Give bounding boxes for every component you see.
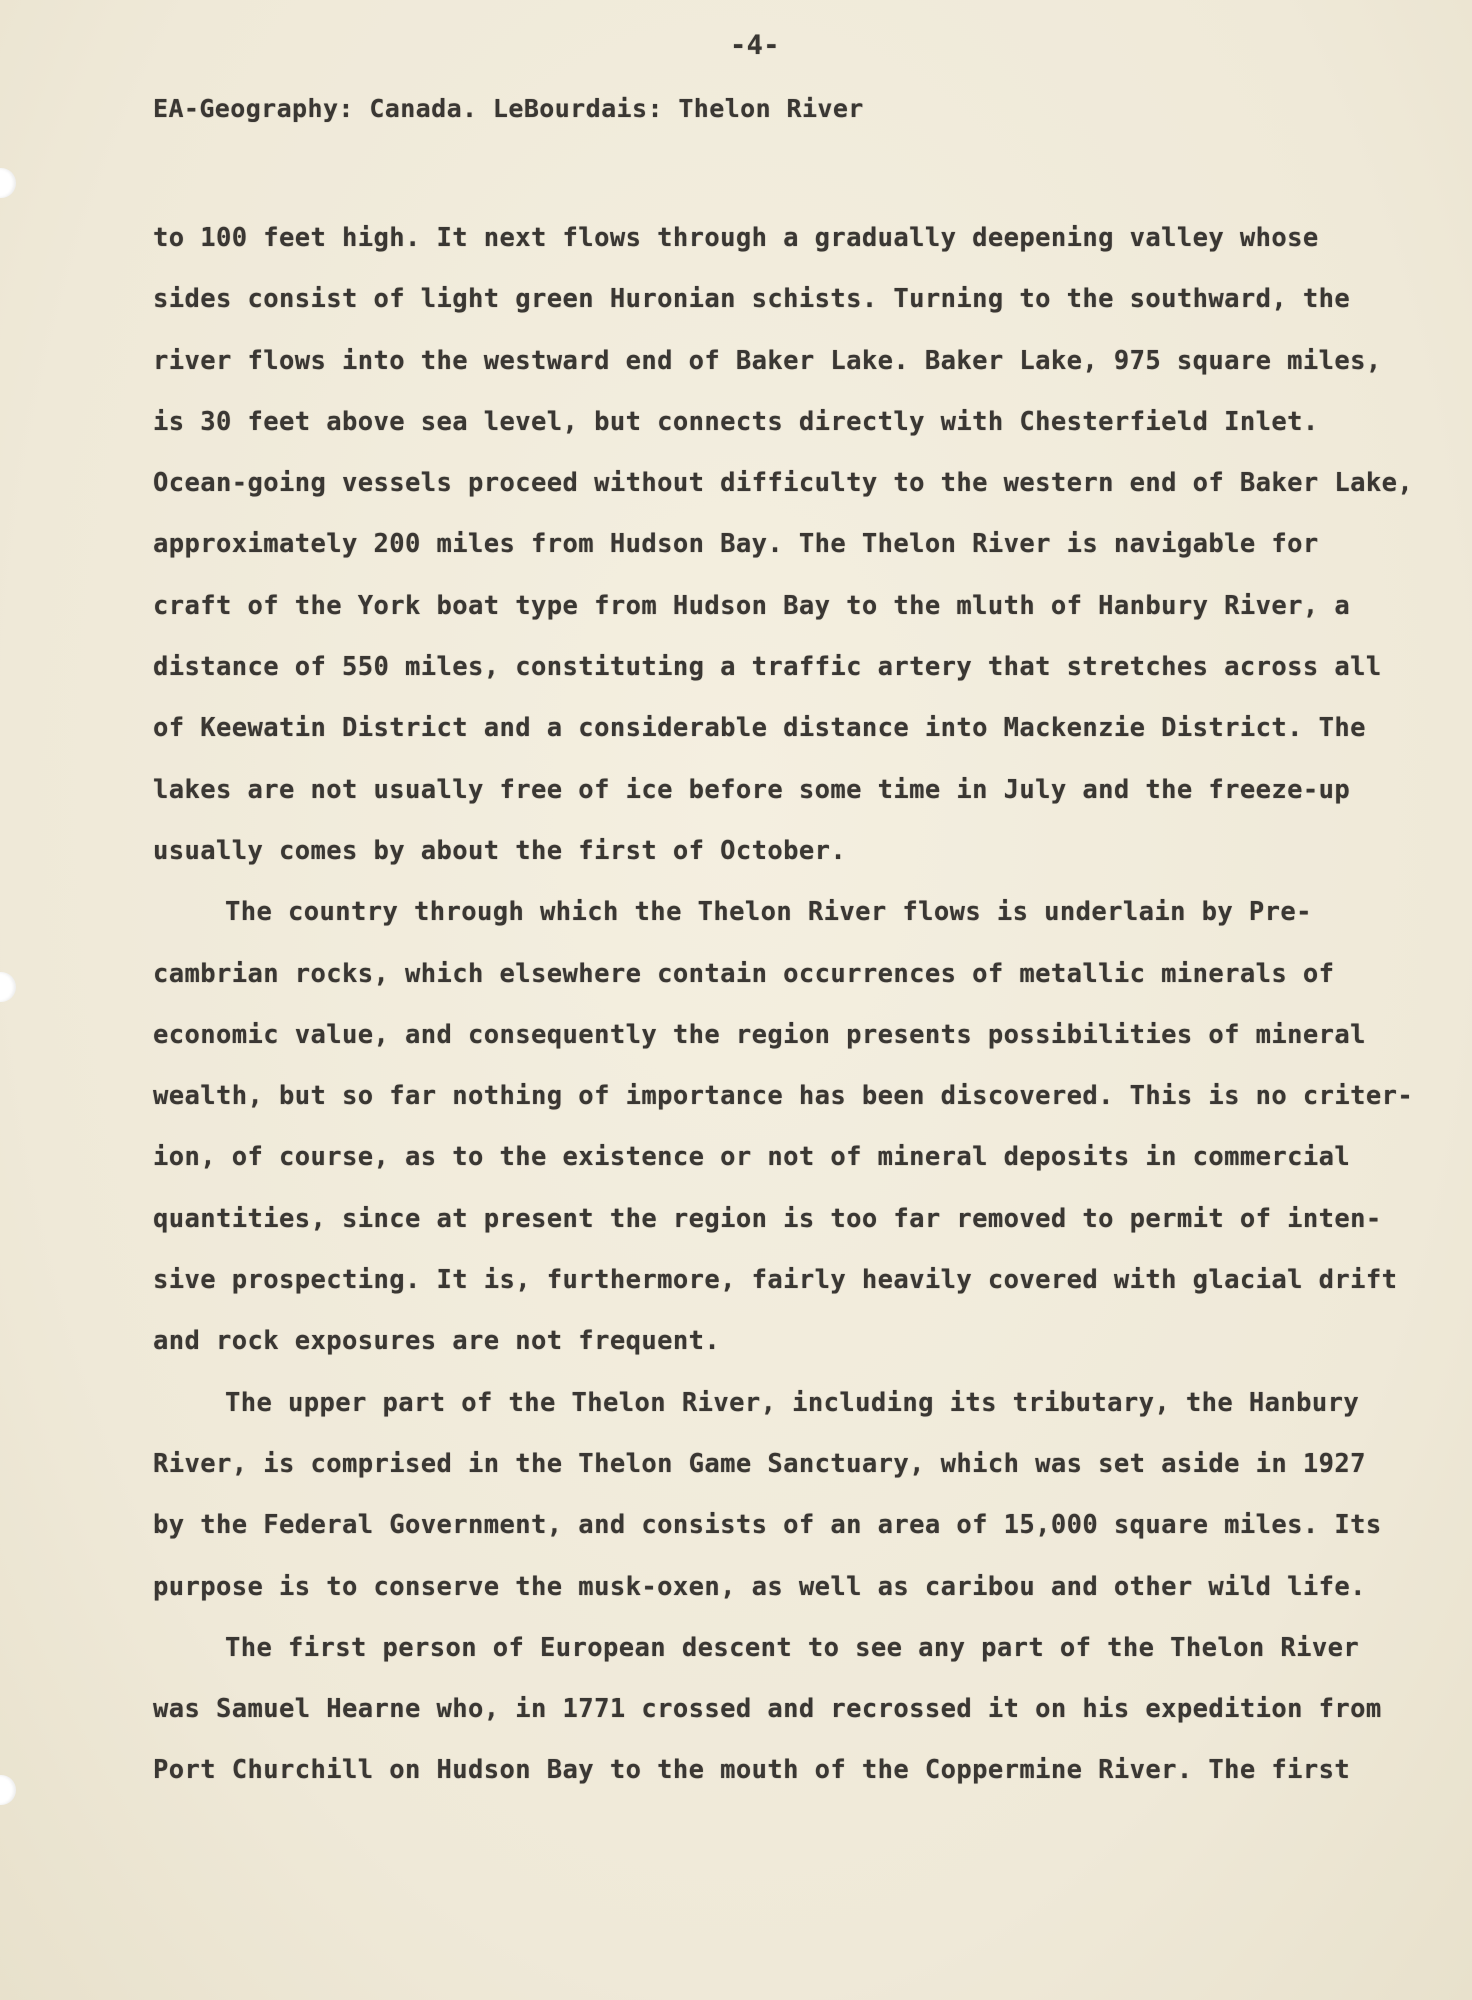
text-line: River, is comprised in the Thelon Game Sanctuary, which was set aside in 1927: [153, 1448, 1366, 1479]
text-line: river flows into the westward end of Baker Lake. Baker Lake, 975 square miles,: [153, 345, 1382, 376]
text-line: approximately 200 miles from Hudson Bay. The Thelon River is navigable for: [153, 529, 1319, 560]
text-line: wealth, but so far nothing of importance has been discovered. This is no criter-: [153, 1081, 1414, 1112]
text-line: is 30 feet above sea level, but connects directly with Chesterfield Inlet.: [153, 406, 1319, 437]
text-line: craft of the York boat type from Hudson Bay to the mluth of Hanbury River, a: [153, 590, 1351, 621]
text-line: Port Churchill on Hudson Bay to the mouth of the Coppermine River. The first: [153, 1755, 1351, 1786]
text-line: cambrian rocks, which elsewhere contain occurrences of metallic minerals of: [153, 958, 1335, 989]
text-line: purpose is to conserve the musk-oxen, as well as caribou and other wild life.: [153, 1571, 1366, 1602]
punch-hole: [0, 1775, 16, 1805]
text-line: distance of 550 miles, constituting a traffic artery that stretches across all: [153, 652, 1382, 683]
text-line: ion, of course, as to the existence or not of mineral deposits in commercial: [153, 1142, 1351, 1173]
punch-hole: [0, 168, 16, 198]
punch-hole: [0, 972, 16, 1002]
text-line: The country through which the Thelon River flows is underlain by Pre-: [225, 897, 1312, 928]
text-line: of Keewatin District and a considerable distance into Mackenzie District. The: [153, 713, 1366, 744]
text-line: Ocean-going vessels proceed without difficulty to the western end of Baker Lake,: [153, 468, 1414, 499]
text-line: The first person of European descent to see any part of the Thelon River: [225, 1632, 1360, 1663]
text-line: quantities, since at present the region is too far removed to permit of inten-: [153, 1203, 1382, 1234]
text-line: usually comes by about the first of October.: [153, 835, 847, 866]
text-line: lakes are not usually free of ice before some time in July and the freeze-up: [153, 774, 1351, 805]
text-line: economic value, and consequently the region presents possibilities of mineral: [153, 1019, 1366, 1050]
text-line: and rock exposures are not frequent.: [153, 1326, 721, 1357]
text-line: The upper part of the Thelon River, including its tributary, the Hanbury: [225, 1387, 1360, 1418]
page-number: -4-: [730, 30, 780, 61]
text-line: by the Federal Government, and consists of an area of 15,000 square miles. Its: [153, 1510, 1382, 1541]
text-line: sive prospecting. It is, furthermore, fairly heavily covered with glacial drift: [153, 1265, 1398, 1296]
text-line: sides consist of light green Huronian schists. Turning to the southward, the: [153, 284, 1351, 315]
running-header: EA-Geography: Canada. LeBourdais: Thelon River: [153, 94, 864, 123]
body-text: [153, 208, 1414, 1802]
text-line: to 100 feet high. It next flows through a gradually deepening valley whose: [153, 223, 1319, 253]
text-line: was Samuel Hearne who, in 1771 crossed and recrossed it on his expedition from: [153, 1694, 1382, 1725]
